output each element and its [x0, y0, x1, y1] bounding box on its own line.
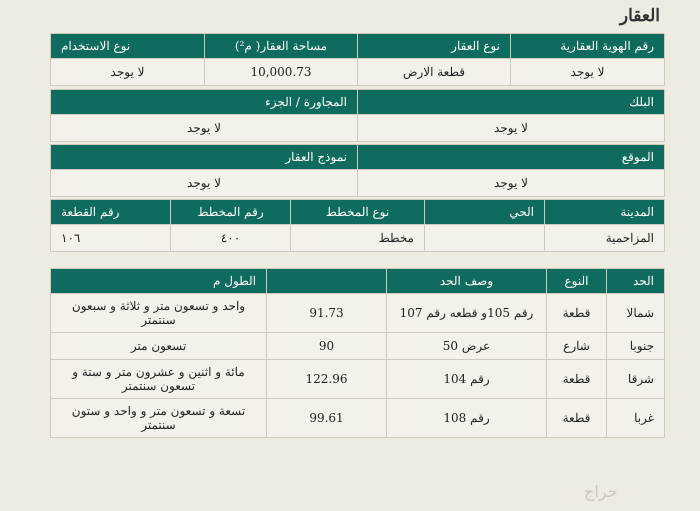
value-property-area: 10,000.73	[205, 59, 358, 86]
value-location: لا يوجد	[358, 170, 665, 197]
block-table	[50, 89, 665, 142]
border-length: 99.61	[267, 399, 387, 438]
border-length: 122.96	[267, 360, 387, 399]
border-side: جنوبا	[607, 333, 665, 360]
border-desc: عرض 50	[387, 333, 547, 360]
header-border-length: الطول م	[51, 269, 267, 294]
value-district	[425, 225, 545, 252]
border-length: 90	[267, 333, 387, 360]
header-block: البلك	[358, 90, 665, 115]
header-border-type: النوع	[547, 269, 607, 294]
header-neighborhood-part: المجاورة / الجزء	[51, 90, 358, 115]
border-type: قطعة	[547, 399, 607, 438]
watermark-logo: حراج	[584, 482, 618, 501]
header-border-length-empty	[267, 269, 387, 294]
header-plan-type: نوع المخطط	[291, 200, 425, 225]
header-city: المدينة	[545, 200, 665, 225]
header-location: الموقع	[358, 145, 665, 170]
value-plan-type: مخطط	[291, 225, 425, 252]
page-title: العقار	[619, 6, 660, 26]
header-plan-number: رقم المخطط	[171, 200, 291, 225]
location-table	[50, 144, 665, 197]
header-property-id: رقم الهوية العقارية	[511, 34, 665, 59]
value-property-type: قطعة الارض	[358, 59, 511, 86]
value-plan-number: ٤٠٠	[171, 225, 291, 252]
value-neighborhood-part: لا يوجد	[51, 115, 358, 142]
header-usage-type: نوع الاستخدام	[51, 34, 205, 59]
border-length: 91.73	[267, 294, 387, 333]
border-side: شمالا	[607, 294, 665, 333]
header-plot-number: رقم القطعة	[51, 200, 171, 225]
value-city: المزاحمية	[545, 225, 665, 252]
header-border-desc: وصف الحد	[387, 269, 547, 294]
header-district: الحي	[425, 200, 545, 225]
border-length-words: مائة و اثنين و عشرون متر و ستة و تسعون سنتمتر	[51, 360, 267, 399]
header-property-model: نموذج العقار	[51, 145, 358, 170]
borders-table	[50, 268, 665, 438]
border-desc: رقم 105و قطعه رقم 107	[387, 294, 547, 333]
border-desc: رقم 104	[387, 360, 547, 399]
value-usage-type: لا يوجد	[51, 59, 205, 86]
value-property-id: لا يوجد	[511, 59, 665, 86]
value-plot-number: ١٠٦	[51, 225, 171, 252]
border-side: شرقا	[607, 360, 665, 399]
value-block: لا يوجد	[358, 115, 665, 142]
border-length-words: تسعة و تسعون متر و واحد و ستون سنتمتر	[51, 399, 267, 438]
header-border-side: الحد	[607, 269, 665, 294]
header-property-type: نوع العقار	[358, 34, 511, 59]
header-property-area: مساحة العقار( م²)	[205, 34, 358, 59]
value-property-model: لا يوجد	[51, 170, 358, 197]
border-length-words: واحد و تسعون متر و ثلاثة و سبعون سنتمتر	[51, 294, 267, 333]
border-side: غربا	[607, 399, 665, 438]
border-length-words: تسعون متر	[51, 333, 267, 360]
border-desc: رقم 108	[387, 399, 547, 438]
border-type: قطعة	[547, 360, 607, 399]
border-type: شارع	[547, 333, 607, 360]
property-info-table	[50, 33, 665, 86]
border-type: قطعة	[547, 294, 607, 333]
city-plan-table	[50, 199, 665, 252]
